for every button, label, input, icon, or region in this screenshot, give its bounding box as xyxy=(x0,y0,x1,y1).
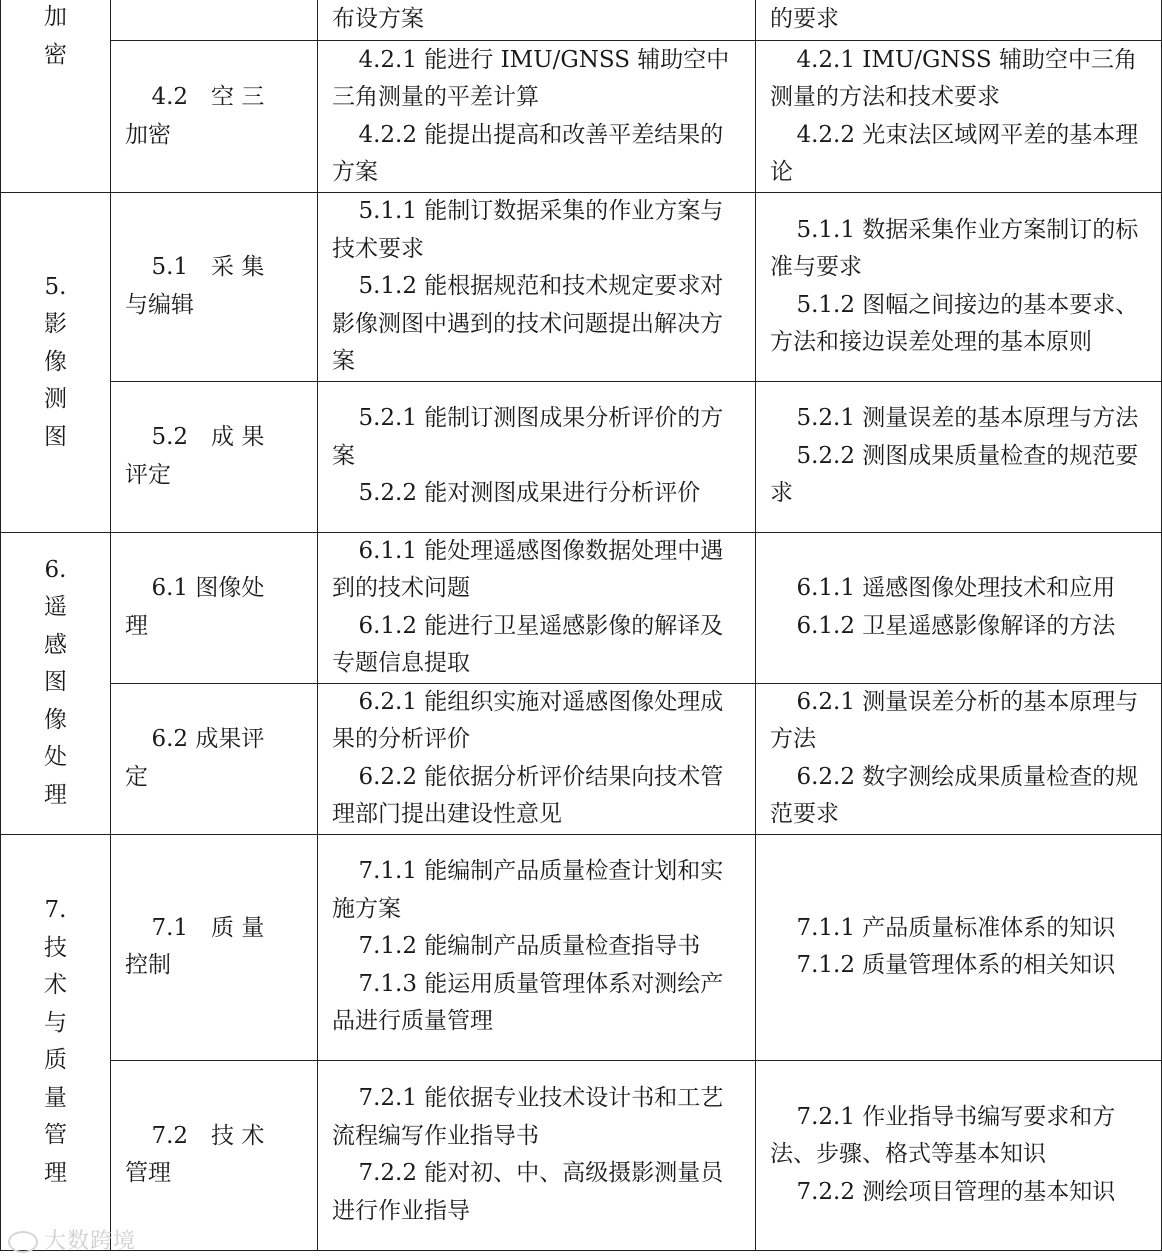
cell-text: 4.2 空 三 加密 xyxy=(125,84,265,148)
group-cell-4 xyxy=(1,0,111,193)
cell-text: 5.1.1 能制订数据采集的作业方案与技术要求 xyxy=(332,198,724,262)
group-label: 加 密 xyxy=(44,4,67,68)
subgroup-cell xyxy=(111,834,318,1060)
watermark-text: 大数跨境 xyxy=(44,1229,137,1254)
subgroup-cell xyxy=(111,193,318,382)
table-row xyxy=(1,1060,1162,1250)
knowledge-cell xyxy=(756,1060,1162,1250)
group-label: 5. 影 像 测 图 xyxy=(44,273,67,450)
cell-text: 7.1.1 产品质量标准体系的知识 xyxy=(796,914,1116,941)
subgroup-cell xyxy=(111,532,318,683)
group-cell-6 xyxy=(1,532,111,834)
watermark-logo-icon xyxy=(8,1231,38,1253)
knowledge-cell xyxy=(756,381,1162,532)
cell-text: 7.1.3 能运用质量管理体系对测绘产品进行质量管理 xyxy=(332,970,724,1035)
subgroup-cell xyxy=(111,41,318,193)
skills-cell xyxy=(318,0,756,41)
group-label: 7. 技 术 与 质 量 管 理 xyxy=(44,897,67,1186)
skills-cell xyxy=(318,683,756,834)
cell-text: 6.1 图像处 理 xyxy=(125,575,265,639)
knowledge-cell xyxy=(756,532,1162,683)
cell-text: 5.1.2 能根据规范和技术规定要求对影像测图中遇到的技术问题提出解决方案 xyxy=(332,273,724,374)
cell-text: 5.2.2 测图成果质量检查的规范要求 xyxy=(770,442,1139,507)
cell-text: 5.2.1 测量误差的基本原理与方法 xyxy=(796,405,1139,432)
table-row xyxy=(1,193,1162,382)
watermark xyxy=(8,1224,136,1255)
cell-text: 6.2 成果评 定 xyxy=(125,726,265,790)
knowledge-cell xyxy=(756,683,1162,834)
knowledge-cell xyxy=(756,0,1162,41)
cell-text: 6.1.1 能处理遥感图像数据处理中遇到的技术问题 xyxy=(332,537,724,601)
cell-text: 5.2 成 果 评定 xyxy=(125,424,265,488)
cell-text: 6.1.2 能进行卫星遥感影像的解译及专题信息提取 xyxy=(332,612,724,676)
cell-text: 7.2 技 术 管理 xyxy=(125,1122,265,1186)
cell-text: 4.2.2 能提出提高和改善平差结果的方案 xyxy=(332,121,724,185)
cell-text: 布设方案 xyxy=(332,5,424,32)
group-cell-5 xyxy=(1,193,111,533)
cell-text: 4.2.2 光束法区域网平差的基本理论 xyxy=(770,121,1139,185)
skills-cell xyxy=(318,532,756,683)
cell-text: 6.2.2 数字测绘成果质量检查的规范要求 xyxy=(770,763,1139,827)
table-row xyxy=(1,41,1162,193)
cell-text: 7.2.1 作业指导书编写要求和方法、步骤、格式等基本知识 xyxy=(770,1103,1116,1168)
group-label: 6. 遥 感 图 像 处 理 xyxy=(44,556,67,808)
cell-text: 4.2.1 能进行 IMU/GNSS 辅助空中三角测量的平差计算 xyxy=(332,46,730,110)
cell-text: 7.1 质 量 控制 xyxy=(125,914,265,978)
table-row xyxy=(1,683,1162,834)
cell-text: 7.2.2 测绘项目管理的基本知识 xyxy=(796,1178,1116,1205)
subgroup-cell xyxy=(111,0,318,41)
cell-text: 7.1.2 能编制产品质量检查指导书 xyxy=(358,933,701,960)
subgroup-cell xyxy=(111,381,318,532)
cell-text: 7.2.2 能对初、中、高级摄影测量员进行作业指导 xyxy=(332,1160,724,1224)
cell-text: 6.2.2 能依据分析评价结果向技术管理部门提出建设性意见 xyxy=(332,763,724,827)
knowledge-cell xyxy=(756,834,1162,1060)
table-row xyxy=(1,834,1162,1060)
skills-cell xyxy=(318,41,756,193)
cell-text: 7.1.1 能编制产品质量检查计划和实施方案 xyxy=(332,858,724,922)
skills-cell xyxy=(318,381,756,532)
cell-text: 5.1 采 集 与编辑 xyxy=(125,254,265,318)
cell-text: 7.2.1 能依据专业技术设计书和工艺流程编写作业指导书 xyxy=(332,1085,724,1149)
cell-text: 7.1.2 质量管理体系的相关知识 xyxy=(796,952,1116,978)
table-row xyxy=(1,532,1162,683)
subgroup-cell xyxy=(111,683,318,834)
cell-text: 5.1.2 图幅之间接边的基本要求、方法和接边误差处理的基本原则 xyxy=(770,291,1139,356)
cell-text: 6.1.1 遥感图像处理技术和应用 xyxy=(796,575,1116,601)
table-row xyxy=(1,0,1162,41)
knowledge-cell xyxy=(756,193,1162,382)
skills-cell xyxy=(318,1060,756,1250)
skills-cell xyxy=(318,193,756,382)
cell-text: 4.2.1 IMU/GNSS 辅助空中三角测量的方法和技术要求 xyxy=(770,46,1137,110)
cell-text: 5.2.1 能制订测图成果分析评价的方案 xyxy=(332,405,724,469)
table-row xyxy=(1,381,1162,532)
cell-text: 5.2.2 能对测图成果进行分析评价 xyxy=(358,480,701,507)
subgroup-cell xyxy=(111,1060,318,1250)
cell-text: 6.2.1 能组织实施对遥感图像处理成果的分析评价 xyxy=(332,688,724,752)
cell-text: 6.2.1 测量误差分析的基本原理与方法 xyxy=(770,688,1139,752)
cell-text: 6.1.2 卫星遥感影像解译的方法 xyxy=(796,612,1116,639)
knowledge-cell xyxy=(756,41,1162,193)
group-cell-7 xyxy=(1,834,111,1250)
skills-cell xyxy=(318,834,756,1060)
cell-text: 5.1.1 数据采集作业方案制订的标准与要求 xyxy=(770,216,1139,281)
cell-text: 的要求 xyxy=(770,5,839,32)
